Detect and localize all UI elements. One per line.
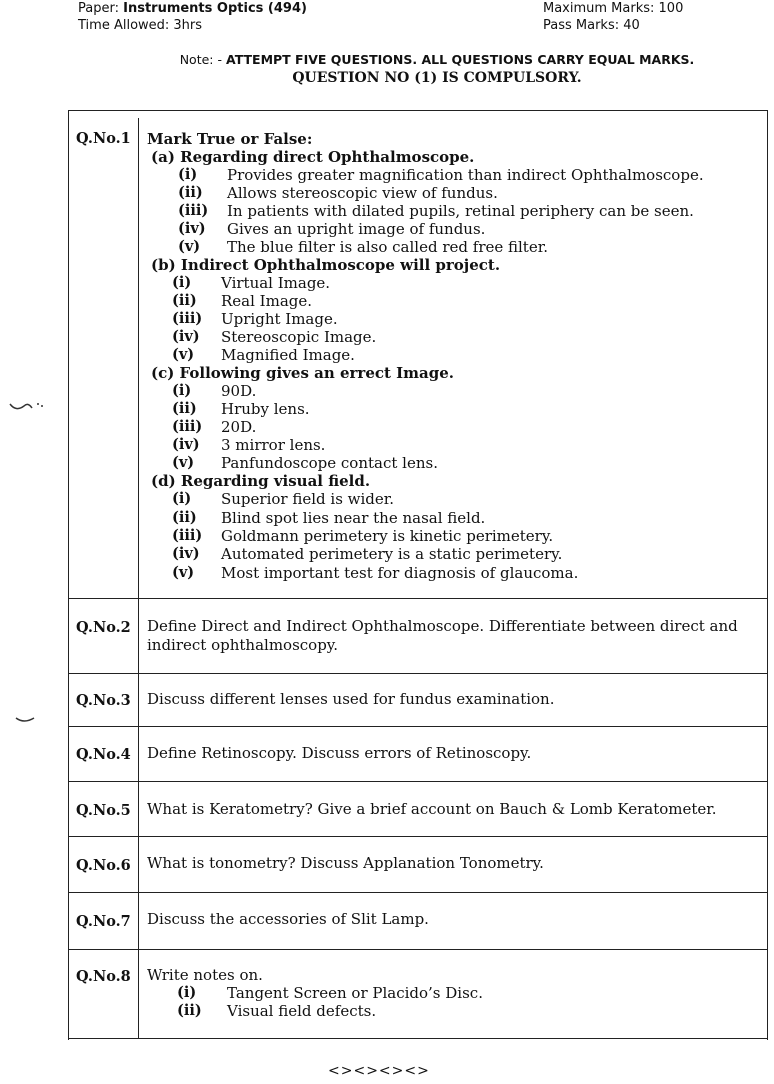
item-text: Stereoscopic Image. [221, 328, 377, 346]
item-text: Visual field defects. [227, 1002, 377, 1020]
question-label: Q.No.2 [76, 619, 131, 636]
paper-header [78, 0, 307, 34]
row-divider [68, 949, 768, 950]
item-number: (ii) [172, 509, 197, 526]
pass-marks: Pass Marks: 40 [543, 18, 640, 33]
question-text: Define Direct and Indirect Ophthalmoscope. Differentiate between direct and indirect ophthalmoscopy. [147, 617, 738, 654]
item-number: (iv) [172, 545, 200, 562]
item-number: (iii) [172, 310, 203, 327]
question-text: What is Keratometry? Give a brief account on Bauch & Lomb Keratometer. [147, 800, 717, 818]
item-number: (i) [177, 984, 197, 1001]
item-number: (iv) [172, 328, 200, 345]
item-text: Tangent Screen or Placido’s Disc. [227, 984, 483, 1002]
item-number: (ii) [178, 184, 203, 201]
question-text: Define Retinoscopy. Discuss errors of Retinoscopy. [147, 744, 532, 762]
item-text: Magnified Image. [221, 346, 355, 364]
note-text: ATTEMPT FIVE QUESTIONS. ALL QUESTIONS CARRY EQUAL MARKS. [225, 52, 695, 67]
question-text: What is tonometry? Discuss Applanation Tonometry. [147, 854, 544, 872]
item-number: (ii) [172, 292, 197, 309]
row-divider [68, 673, 768, 674]
item-text: In patients with dilated pupils, retinal periphery can be seen. [227, 202, 694, 220]
item-text: 90D. [221, 382, 257, 400]
item-number: (i) [172, 490, 192, 507]
item-text: Provides greater magnification than indirect Ophthalmoscope. [227, 166, 704, 184]
paper-name: Instruments Optics (494) [123, 1, 307, 16]
item-number: (iii) [172, 418, 203, 435]
row-divider [68, 836, 768, 837]
column-divider [138, 118, 139, 1038]
item-number: (i) [172, 382, 192, 399]
footer-symbol: <><><><> [328, 1063, 430, 1079]
question-label: Q.No.4 [76, 746, 131, 763]
question-label: Q.No.6 [76, 857, 131, 874]
q1-section-c-heading: (c) Following gives an errect Image. [151, 364, 455, 382]
question-text: Discuss the accessories of Slit Lamp. [147, 910, 429, 928]
scan-mark [14, 712, 38, 726]
item-number: (iii) [178, 202, 209, 219]
item-text: 20D. [221, 418, 257, 436]
item-text: Panfundoscope contact lens. [221, 454, 438, 472]
item-text: 3 mirror lens. [221, 436, 326, 454]
item-number: (ii) [172, 400, 197, 417]
question-text: Discuss different lenses used for fundus examination. [147, 690, 555, 708]
question-label: Q.No.7 [76, 913, 131, 930]
marks-header [543, 0, 683, 34]
item-text: The blue filter is also called red free filter. [227, 238, 549, 256]
item-text: Hruby lens. [221, 400, 310, 418]
question-label: Q.No.1 [76, 130, 131, 147]
question-text: Write notes on. [147, 966, 263, 984]
note-line-1 [50, 52, 774, 67]
max-marks: Maximum Marks: 100 [543, 1, 684, 16]
item-text: Blind spot lies near the nasal field. [221, 509, 486, 527]
item-number: (v) [178, 238, 201, 255]
item-text: Virtual Image. [221, 274, 331, 292]
item-number: (iv) [178, 220, 206, 237]
question-label: Q.No.8 [76, 968, 131, 985]
item-number: (i) [172, 274, 192, 291]
q1-section-a-heading: (a) Regarding direct Ophthalmoscope. [151, 148, 475, 166]
paper-label: Paper: [78, 1, 124, 16]
item-text: Goldmann perimetery is kinetic perimetery. [221, 527, 554, 545]
item-number: (ii) [177, 1002, 202, 1019]
scan-mark [8, 396, 48, 416]
item-text: Gives an upright image of fundus. [227, 220, 486, 238]
q1-section-b-heading: (b) Indirect Ophthalmoscope will project. [151, 256, 501, 274]
item-text: Superior field is wider. [221, 490, 395, 508]
table-left-border [68, 110, 69, 1040]
row-divider [68, 781, 768, 782]
note-prefix: Note: - [179, 52, 222, 67]
table-top-border [68, 110, 768, 111]
item-number: (iii) [172, 527, 203, 544]
question-label: Q.No.3 [76, 692, 131, 709]
item-text: Allows stereoscopic view of fundus. [227, 184, 498, 202]
item-text: Most important test for diagnosis of glaucoma. [221, 564, 579, 582]
row-divider [68, 598, 768, 599]
note-line-2: QUESTION NO (1) IS COMPULSORY. [292, 70, 582, 86]
item-text: Automated perimetery is a static perimetery. [221, 545, 563, 563]
time-allowed: Time Allowed: 3hrs [78, 18, 203, 33]
table-bottom-border [68, 1038, 768, 1039]
question-label: Q.No.5 [76, 802, 131, 819]
item-text: Real Image. [221, 292, 313, 310]
row-divider [68, 892, 768, 893]
item-number: (i) [178, 166, 198, 183]
item-number: (v) [172, 564, 195, 581]
table-right-border [767, 110, 768, 1040]
item-number: (v) [172, 454, 195, 471]
row-divider [68, 726, 768, 727]
q1-section-d-heading: (d) Regarding visual field. [151, 472, 371, 490]
item-number: (v) [172, 346, 195, 363]
item-text: Upright Image. [221, 310, 338, 328]
item-number: (iv) [172, 436, 200, 453]
paper-title [78, 0, 307, 17]
q1-title: Mark True or False: [147, 130, 313, 148]
